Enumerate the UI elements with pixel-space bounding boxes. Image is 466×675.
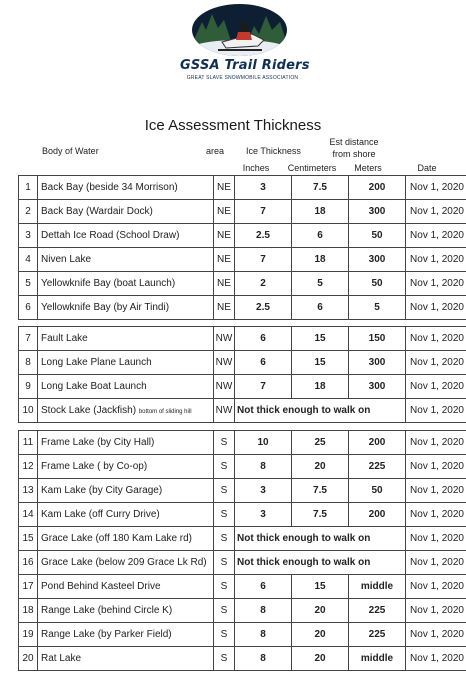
centimeters-cell: 7.5	[292, 479, 349, 503]
body-of-water-cell	[38, 375, 214, 399]
status-cell: Not thick enough to walk on	[235, 399, 406, 423]
body-of-water-name: Range Lake (behind Circle K)	[41, 605, 173, 616]
meters-cell: 50	[349, 272, 406, 296]
row-number: 10	[19, 399, 38, 423]
centimeters-cell: 6	[292, 224, 349, 248]
body-of-water-cell	[38, 248, 214, 272]
table-group-ne	[18, 175, 466, 320]
inches-cell: 7	[235, 375, 292, 399]
area-cell: NE	[214, 176, 235, 200]
area-cell: S	[214, 431, 235, 455]
table-group-nw	[18, 326, 466, 423]
table-row	[19, 551, 466, 575]
table-row	[19, 248, 466, 272]
header-meters: Meters	[354, 163, 382, 173]
date-cell: Nov 1, 2020	[406, 248, 466, 272]
row-number: 3	[19, 224, 38, 248]
body-of-water-name: Grace Lake (off 180 Kam Lake rd)	[41, 533, 193, 544]
area-cell: NE	[214, 224, 235, 248]
meters-cell: 200	[349, 176, 406, 200]
body-of-water-name: Frame Lake ( by Co-op)	[41, 461, 148, 472]
body-of-water-cell	[38, 224, 214, 248]
inches-cell: 3	[235, 479, 292, 503]
body-of-water-cell	[38, 503, 214, 527]
logo-title: GSSA Trail Riders	[180, 58, 310, 73]
inches-cell: 3	[235, 176, 292, 200]
area-cell: NE	[214, 200, 235, 224]
body-of-water-name: Fault Lake	[41, 333, 88, 344]
body-of-water-cell	[38, 479, 214, 503]
date-cell: Nov 1, 2020	[406, 351, 466, 375]
body-of-water-name: Kam Lake (off Curry Drive)	[41, 509, 160, 520]
body-of-water-cell	[38, 431, 214, 455]
row-number: 12	[19, 455, 38, 479]
inches-cell: 2.5	[235, 296, 292, 320]
centimeters-cell: 25	[292, 431, 349, 455]
table-row	[19, 599, 466, 623]
area-cell: NW	[214, 375, 235, 399]
body-of-water-name: Niven Lake	[41, 254, 92, 265]
row-number: 5	[19, 272, 38, 296]
table-row	[19, 351, 466, 375]
meters-cell: 150	[349, 327, 406, 351]
status-cell: Not thick enough to walk on	[235, 551, 406, 575]
body-of-water-cell	[38, 272, 214, 296]
meters-cell: middle	[349, 575, 406, 599]
date-cell: Nov 1, 2020	[406, 224, 466, 248]
table-row	[19, 327, 466, 351]
body-of-water-name: Range Lake (by Parker Field)	[41, 629, 172, 640]
date-cell: Nov 1, 2020	[406, 375, 466, 399]
centimeters-cell: 6	[292, 296, 349, 320]
body-of-water-cell	[38, 176, 214, 200]
body-of-water-cell	[38, 575, 214, 599]
date-cell: Nov 1, 2020	[406, 527, 466, 551]
row-number: 14	[19, 503, 38, 527]
table-row	[19, 200, 466, 224]
meters-cell: 50	[349, 224, 406, 248]
inches-cell: 7	[235, 200, 292, 224]
centimeters-cell: 20	[292, 647, 349, 671]
meters-cell: 5	[349, 296, 406, 320]
page-title: Ice Assessment Thickness	[144, 117, 322, 134]
inches-cell: 2.5	[235, 224, 292, 248]
inches-cell: 6	[235, 575, 292, 599]
inches-cell: 8	[235, 623, 292, 647]
body-of-water-cell	[38, 551, 214, 575]
body-of-water-name: Pond Behind Kasteel Drive	[41, 581, 161, 592]
table-row	[19, 503, 466, 527]
date-cell: Nov 1, 2020	[406, 647, 466, 671]
body-of-water-cell	[38, 200, 214, 224]
date-cell: Nov 1, 2020	[406, 327, 466, 351]
body-of-water-name: Back Bay (Wardair Dock)	[41, 206, 153, 217]
table-row	[19, 479, 466, 503]
inches-cell: 2	[235, 272, 292, 296]
table-row	[19, 375, 466, 399]
body-of-water-name: Rat Lake	[41, 653, 82, 664]
table-row	[19, 575, 466, 599]
table-row	[19, 455, 466, 479]
row-number: 4	[19, 248, 38, 272]
body-of-water-name: Long Lake Boat Launch	[41, 381, 147, 392]
row-number: 18	[19, 599, 38, 623]
row-number: 11	[19, 431, 38, 455]
centimeters-cell: 18	[292, 375, 349, 399]
date-cell: Nov 1, 2020	[406, 200, 466, 224]
inches-cell: 8	[235, 455, 292, 479]
centimeters-cell: 18	[292, 200, 349, 224]
centimeters-cell: 18	[292, 248, 349, 272]
body-of-water-cell	[38, 327, 214, 351]
area-cell: NE	[214, 296, 235, 320]
date-cell: Nov 1, 2020	[406, 503, 466, 527]
meters-cell: 300	[349, 200, 406, 224]
inches-cell: 10	[235, 431, 292, 455]
meters-cell: middle	[349, 647, 406, 671]
date-cell: Nov 1, 2020	[406, 296, 466, 320]
meters-cell: 200	[349, 503, 406, 527]
meters-cell: 300	[349, 375, 406, 399]
centimeters-cell: 15	[292, 351, 349, 375]
centimeters-cell: 20	[292, 599, 349, 623]
table-row	[19, 527, 466, 551]
area-cell: NW	[214, 327, 235, 351]
body-of-water-cell	[38, 399, 214, 423]
meters-cell: 200	[349, 431, 406, 455]
meters-cell: 225	[349, 455, 406, 479]
header-body-of-water: Body of Water	[42, 146, 99, 156]
row-number: 15	[19, 527, 38, 551]
meters-cell: 300	[349, 248, 406, 272]
body-of-water-name: Grace Lake (below 209 Grace Lk Rd)	[41, 557, 207, 568]
row-number: 9	[19, 375, 38, 399]
date-cell: Nov 1, 2020	[406, 455, 466, 479]
body-of-water-name: Long Lake Plane Launch	[41, 357, 152, 368]
inches-cell: 3	[235, 503, 292, 527]
header-area: area	[206, 146, 225, 156]
date-cell: Nov 1, 2020	[406, 176, 466, 200]
body-of-water-name: Frame Lake (by City Hall)	[41, 437, 155, 448]
area-cell: S	[214, 479, 235, 503]
header-inches: Inches	[242, 163, 270, 173]
inches-cell: 6	[235, 327, 292, 351]
body-of-water-cell	[38, 296, 214, 320]
centimeters-cell: 7.5	[292, 176, 349, 200]
body-of-water-cell	[38, 623, 214, 647]
body-of-water-name: Yellowknife Bay (by Air Tindi)	[41, 302, 170, 313]
inches-cell: 8	[235, 647, 292, 671]
date-cell: Nov 1, 2020	[406, 272, 466, 296]
meters-cell: 300	[349, 351, 406, 375]
table-row	[19, 176, 466, 200]
centimeters-cell: 5	[292, 272, 349, 296]
meters-cell: 225	[349, 623, 406, 647]
header-from-shore: from shore	[332, 149, 376, 159]
row-number: 2	[19, 200, 38, 224]
date-cell: Nov 1, 2020	[406, 479, 466, 503]
date-cell: Nov 1, 2020	[406, 399, 466, 423]
header-est-distance: Est distance	[329, 137, 379, 147]
area-cell: S	[214, 599, 235, 623]
date-cell: Nov 1, 2020	[406, 575, 466, 599]
inches-cell: 8	[235, 599, 292, 623]
status-cell: Not thick enough to walk on	[235, 527, 406, 551]
centimeters-cell: 7.5	[292, 503, 349, 527]
body-of-water-name: Yellowknife Bay (boat Launch)	[41, 278, 176, 289]
body-of-water-name: Stock Lake (Jackfish)	[41, 405, 137, 416]
table-row	[19, 272, 466, 296]
body-of-water-name: Kam Lake (by City Garage)	[41, 485, 163, 496]
table-row	[19, 399, 466, 423]
area-cell: S	[214, 551, 235, 575]
row-number: 1	[19, 176, 38, 200]
row-number: 13	[19, 479, 38, 503]
centimeters-cell: 20	[292, 455, 349, 479]
area-cell: NW	[214, 351, 235, 375]
row-number: 17	[19, 575, 38, 599]
header-ice-thickness: Ice Thickness	[246, 146, 301, 156]
date-cell: Nov 1, 2020	[406, 599, 466, 623]
table-row	[19, 296, 466, 320]
row-number: 19	[19, 623, 38, 647]
row-number: 20	[19, 647, 38, 671]
row-number: 8	[19, 351, 38, 375]
header-centimeters: Centimeters	[287, 163, 337, 173]
meters-cell: 225	[349, 599, 406, 623]
body-of-water-cell	[38, 647, 214, 671]
row-number: 6	[19, 296, 38, 320]
area-cell: NE	[214, 248, 235, 272]
table-row	[19, 431, 466, 455]
date-cell: Nov 1, 2020	[406, 623, 466, 647]
table-row	[19, 647, 466, 671]
date-cell: Nov 1, 2020	[406, 431, 466, 455]
meters-cell: 50	[349, 479, 406, 503]
body-of-water-cell	[38, 455, 214, 479]
centimeters-cell: 15	[292, 575, 349, 599]
inches-cell: 7	[235, 248, 292, 272]
row-number: 16	[19, 551, 38, 575]
body-of-water-cell	[38, 599, 214, 623]
body-of-water-name: Back Bay (beside 34 Morrison)	[41, 182, 178, 193]
snowmobile-emblem-icon	[192, 4, 287, 56]
header-date: Date	[417, 163, 437, 173]
body-of-water-cell	[38, 527, 214, 551]
area-cell: S	[214, 647, 235, 671]
date-cell: Nov 1, 2020	[406, 551, 466, 575]
area-cell: NW	[214, 399, 235, 423]
location-note: bottom of sliding hill	[138, 409, 192, 415]
gssa-logo	[180, 4, 310, 84]
area-cell: S	[214, 527, 235, 551]
logo-subtitle: GREAT SLAVE SNOWMOBILE ASSOCIATION	[186, 75, 299, 81]
body-of-water-cell	[38, 351, 214, 375]
area-cell: S	[214, 455, 235, 479]
row-number: 7	[19, 327, 38, 351]
area-cell: NE	[214, 272, 235, 296]
table-group-s	[18, 430, 466, 671]
table-row	[19, 623, 466, 647]
area-cell: S	[214, 623, 235, 647]
centimeters-cell: 20	[292, 623, 349, 647]
table-row	[19, 224, 466, 248]
inches-cell: 6	[235, 351, 292, 375]
area-cell: S	[214, 575, 235, 599]
centimeters-cell: 15	[292, 327, 349, 351]
area-cell: S	[214, 503, 235, 527]
body-of-water-name: Dettah Ice Road (School Draw)	[41, 230, 180, 241]
